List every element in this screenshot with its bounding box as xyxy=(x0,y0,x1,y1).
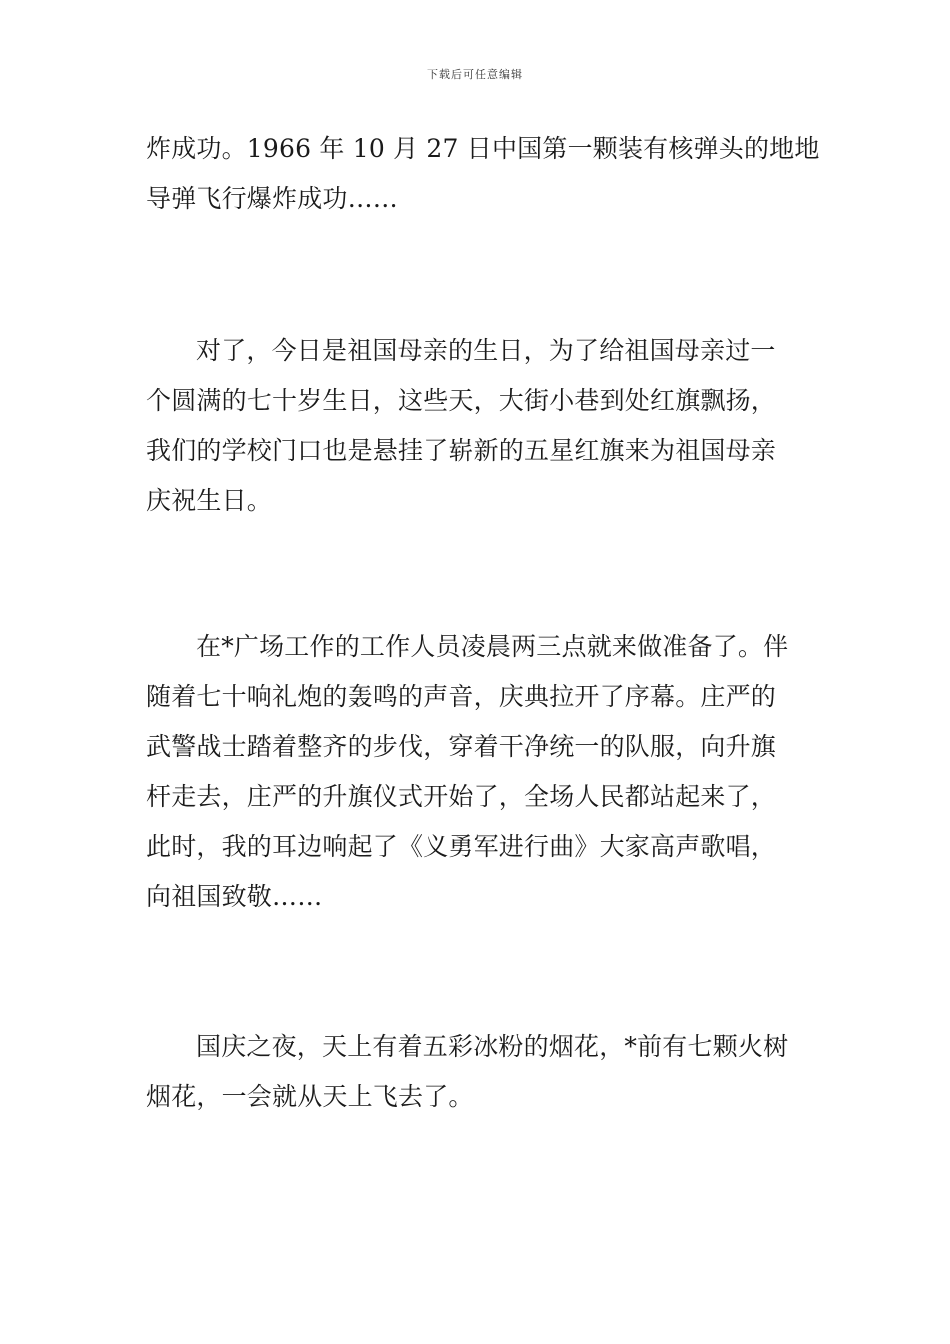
paragraph-2 xyxy=(146,326,810,526)
page-header: 下载后可任意编辑 xyxy=(427,68,523,81)
paragraph-line: 个圆满的七十岁生日，这些天，大街小巷到处红旗飘扬， xyxy=(146,386,777,415)
paragraph-line: 杆走去，庄严的升旗仪式开始了，全场人民都站起来了， xyxy=(146,782,777,811)
paragraph-line: 对了，今日是祖国母亲的生日，为了给祖国母亲过一 xyxy=(196,336,776,365)
paragraph-line: 在*广场工作的工作人员凌晨两三点就来做准备了。伴 xyxy=(196,632,789,661)
paragraph-line: 向祖国致敬…… xyxy=(146,882,323,911)
paragraph-line: 此时，我的耳边响起了《义勇军进行曲》大家高声歌唱， xyxy=(146,832,777,861)
paragraph-line: 随着七十响礼炮的轰鸣的声音，庆典拉开了序幕。庄严的 xyxy=(146,682,777,711)
paragraph-3 xyxy=(146,622,810,922)
paragraph-line: 国庆之夜，天上有着五彩冰粉的烟花，*前有七颗火树 xyxy=(196,1032,789,1061)
paragraph-line: 武警战士踏着整齐的步伐，穿着干净统一的队服，向升旗 xyxy=(146,732,777,761)
paragraph-line: 庆祝生日。 xyxy=(146,486,273,515)
paragraph-line: 导弹飞行爆炸成功…… xyxy=(146,184,399,213)
paragraph-line: 烟花，一会就从天上飞去了。 xyxy=(146,1082,474,1111)
paragraph-line: 炸成功。1966 年 10 月 27 日中国第一颗装有核弹头的地地 xyxy=(146,134,820,163)
paragraph-line: 我们的学校门口也是悬挂了崭新的五星红旗来为祖国母亲 xyxy=(146,436,777,465)
paragraph-1 xyxy=(146,124,820,224)
paragraph-4 xyxy=(146,1022,810,1122)
